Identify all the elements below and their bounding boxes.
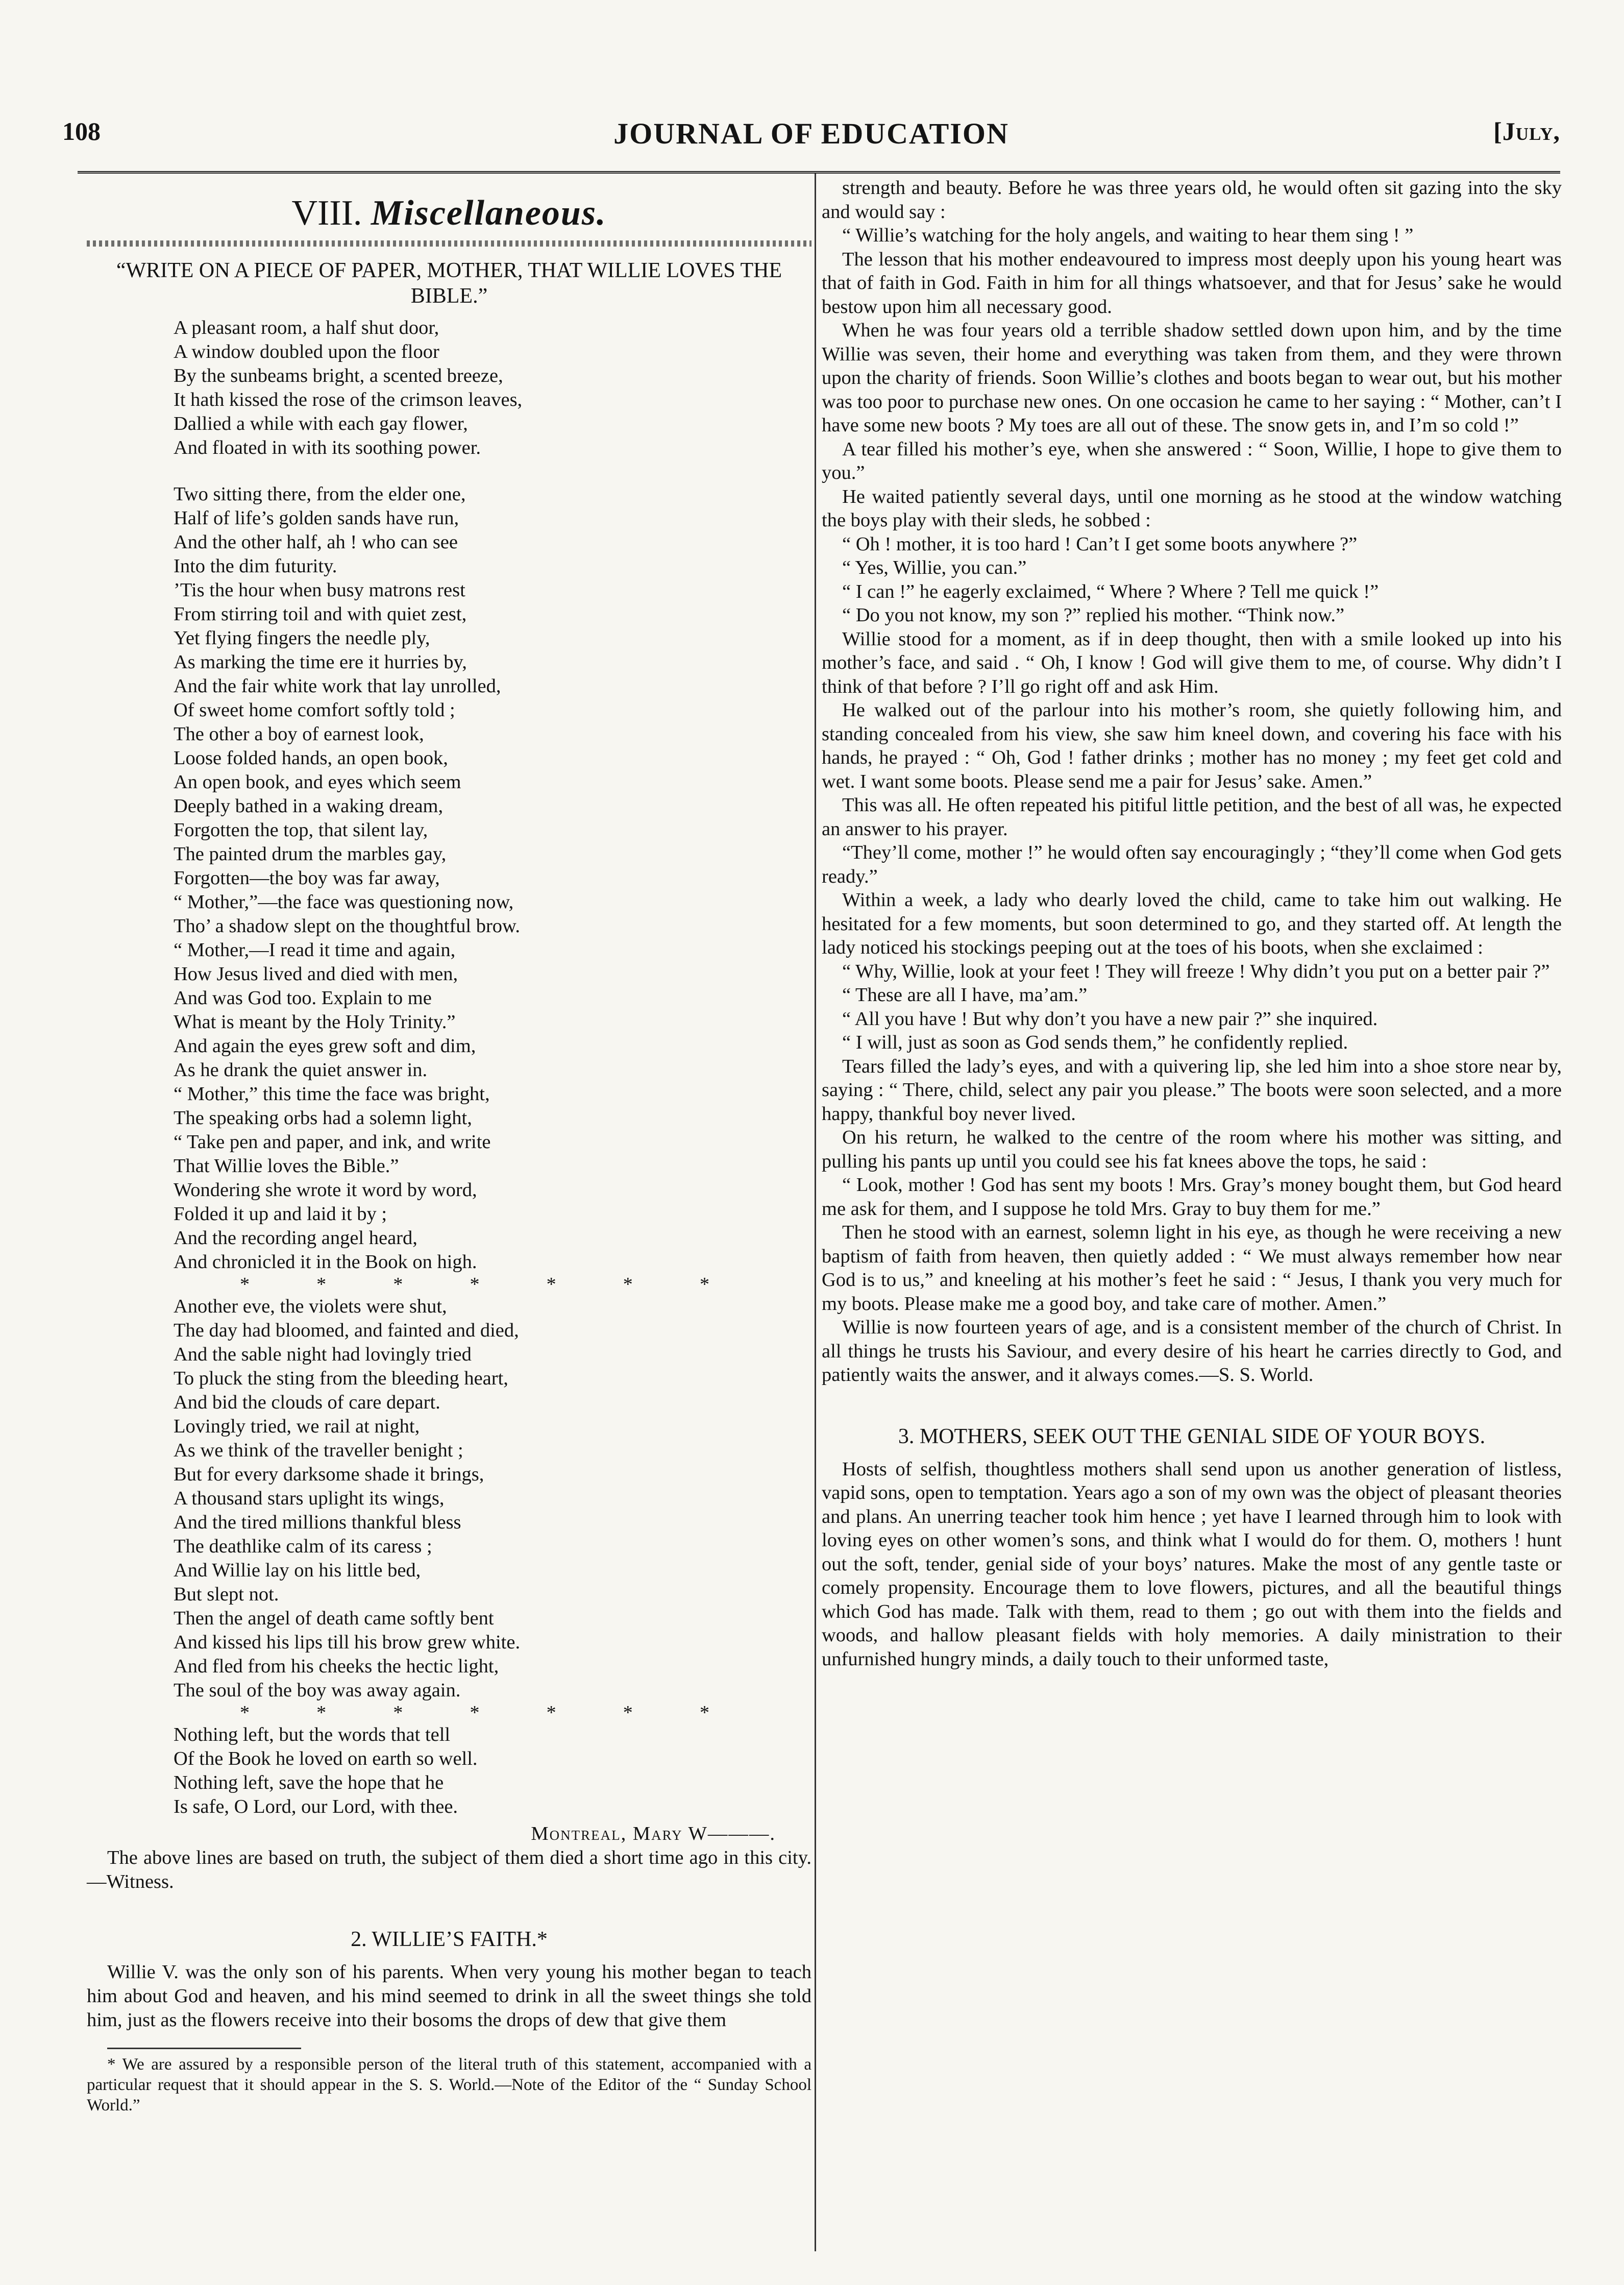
article-paragraph: Hosts of selfish, thoughtless mothers shall send upon us another generation of listless, vapid sons, open to temptation. Years ago a son of my own was the object of pleasant theories and plans. An unerring teacher took him hence ; yet have I learned through him to look with loving eyes on other women’s sons, and think what I would do for them. O, mothers ! hunt out the soft, tender, genial side of your boys’ natures. Make the most of any gentle taste or comely propensity. Encourage them to love flowers, pictures, and all the beautiful things which God has made. Talk with them, read to them ; go out with them into the fields and woods, and hallow pleasant fields with holy memories. A daily ministration to their unfurnished hungry minds, a daily touch to their unformed taste, [822, 1458, 1562, 1670]
footnote: * We are assured by a responsible person of the literal truth of this statement, accompanied with a particular request that it should appear in the S. S. World.—Note of the Editor of the “ Sunday School World.” [87, 2055, 811, 2114]
article-title-willies-faith: 2. WILLIE’S FAITH.* [351, 1928, 548, 1951]
poem-line: That Willie loves the Bible.” [174, 1155, 399, 1177]
poem-line: Loose folded hands, an open book, [174, 747, 448, 769]
article-paragraph: When he was four years old a terrible shadow settled down upon him, and by the time Willie was seven, their home and everything was taken from them, and they were thrown upon the charity of friends. Soon Willie’s clothes and boots began to wear out, but his mother was too poor to purchase new ones. On one occasion he came to her saying : “ Mother, can’t I have some new boots ? My toes are all out of these. The snow gets in, and I’m so cold !” [822, 320, 1562, 436]
poem-signature: Montreal, Mary W———. [531, 1823, 776, 1844]
star-glyph: * [470, 1274, 480, 1295]
poem-line: Wondering she wrote it word by word, [174, 1179, 477, 1201]
article-title-mothers: 3. MOTHERS, SEEK OUT THE GENIAL SIDE OF YOUR BOYS. [898, 1424, 1486, 1448]
poem-line: Another eve, the violets were shut, [174, 1296, 447, 1317]
stars-divider [240, 1274, 709, 1295]
poem-line: And the other half, ah ! who can see [174, 531, 458, 553]
poem-line: The soul of the boy was away again. [174, 1680, 461, 1701]
poem-line: But for every darksome shade it brings, [174, 1464, 484, 1485]
poem-line: Lovingly tried, we rail at night, [174, 1416, 420, 1437]
article-paragraph: Tears filled the lady’s eyes, and with a quivering lip, she led him into a shoe store near by, saying : “ There, child, select any pair you please.” The boots were soon selected, and a more happy, thankful boy never lived. [822, 1055, 1562, 1125]
star-glyph: * [699, 1274, 709, 1295]
article-paragraph: “ I can !” he eagerly exclaimed, “ Where ? Where ? Tell me quick !” [842, 580, 1379, 602]
poem-line: From stirring toil and with quiet zest, [174, 603, 467, 625]
poem-line: And the fair white work that lay unrolled, [174, 675, 501, 697]
star-glyph: * [316, 1702, 327, 1723]
poem-stanza-3 [174, 1295, 811, 1703]
article-paragraph: “ Do you not know, my son ?” replied his mother. “Think now.” [842, 604, 1345, 626]
poem-line: Folded it up and laid it by ; [174, 1203, 387, 1225]
star-glyph: * [470, 1702, 480, 1723]
poem-note: The above lines are based on truth, the subject of them died a short time ago in this city.—Witness. [87, 1847, 811, 1892]
poem-line: Two sitting there, from the elder one, [174, 483, 466, 505]
poem-line: Deeply bathed in a waking dream, [174, 795, 444, 817]
wavy-divider [87, 240, 811, 247]
poem-line: Tho’ a shadow slept on the thoughtful brow. [174, 915, 520, 937]
poem-line: The day had bloomed, and fainted and died, [174, 1320, 519, 1341]
poem-stanza-4 [174, 1723, 811, 1819]
article-paragraph: strength and beauty. Before he was three years old, he would often sit gazing into the sky and would say : [822, 177, 1562, 223]
poem-end [174, 1723, 811, 1819]
article-paragraph: The lesson that his mother endeavoured to impress most deeply upon his young heart was that of faith in God. Faith in him for all things whatsoever, and that for Jesus’ sake he would bestow upon him all necessary good. [822, 248, 1562, 318]
poem-line: The speaking orbs had a solemn light, [174, 1107, 472, 1129]
poem-line: What is meant by the Holy Trinity.” [174, 1011, 456, 1033]
article-paragraph: “ I will, just as soon as God sends them,” he confidently replied. [842, 1032, 1348, 1053]
poem-line: It hath kissed the rose of the crimson leaves, [174, 389, 523, 410]
poem-line: “ Mother,”—the face was questioning now, [174, 891, 514, 913]
article-paragraph: This was all. He often repeated his pitiful little petition, and the best of all was, he expected an answer to his prayer. [822, 794, 1562, 840]
right-column [822, 176, 1562, 1671]
poem-line: Forgotten—the boy was far away, [174, 867, 440, 889]
poem-line: And bid the clouds of care depart. [174, 1392, 440, 1413]
star-glyph: * [240, 1702, 250, 1723]
star-glyph: * [623, 1274, 633, 1295]
poem-line: And was God too. Explain to me [174, 987, 432, 1009]
star-glyph: * [316, 1274, 327, 1295]
footnote-rule [107, 2048, 301, 2049]
article-paragraph: “They’ll come, mother !” he would often say encouragingly ; “they’ll come when God gets ready.” [822, 842, 1562, 887]
article-paragraph: “ All you have ! But why don’t you have a new pair ?” she inquired. [842, 1008, 1378, 1030]
poem-line: And fled from his cheeks the hectic light, [174, 1656, 499, 1677]
article-paragraph: “ These are all I have, ma’am.” [842, 984, 1088, 1006]
star-glyph: * [699, 1702, 709, 1723]
poem-line: How Jesus lived and died with men, [174, 963, 458, 985]
poem-line: “ Mother,” this time the face was bright, [174, 1083, 490, 1105]
article-continued [822, 176, 1562, 1387]
poem-line: Of sweet home comfort softly told ; [174, 699, 455, 721]
poem-line: The painted drum the marbles gay, [174, 843, 447, 865]
poem-line: Then the angel of death came softly bent [174, 1608, 494, 1629]
poem-line: Nothing left, but the words that tell [174, 1724, 451, 1745]
poem-line: Of the Book he loved on earth so well. [174, 1748, 478, 1769]
poem-line: The deathlike calm of its caress ; [174, 1536, 432, 1557]
poem-line: Dallied a while with each gay flower, [174, 413, 468, 434]
poem-stanza-1 [174, 316, 811, 460]
poem-line: As we think of the traveller benight ; [174, 1440, 463, 1461]
poem-line: By the sunbeams bright, a scented breeze, [174, 365, 503, 386]
poem-line: Forgotten the top, that silent lay, [174, 819, 428, 841]
page-number: 108 [62, 117, 101, 145]
poem-line: To pluck the sting from the bleeding heart, [174, 1368, 508, 1389]
poem-line: As he drank the quiet answer in. [174, 1059, 428, 1081]
article-paragraph: A tear filled his mother’s eye, when she answered : “ Soon, Willie, I hope to give them to you.” [822, 438, 1562, 483]
poem-line: “ Take pen and paper, and ink, and write [174, 1131, 491, 1153]
column-divider [815, 174, 816, 2251]
star-glyph: * [546, 1702, 556, 1723]
left-column [87, 176, 811, 2116]
journal-title: JOURNAL OF EDUCATION [613, 117, 1009, 150]
poem-line: A thousand stars uplight its wings, [174, 1488, 445, 1509]
article-paragraph: On his return, he walked to the centre of the room where his mother was sitting, and pulling his pants up until you could see his fat knees above the tops, he said : [822, 1127, 1562, 1172]
poem-line: Into the dim futurity. [174, 555, 337, 577]
poem-line: But slept not. [174, 1584, 279, 1605]
star-glyph: * [546, 1274, 556, 1295]
article-paragraph: Within a week, a lady who dearly loved the child, came to take him out walking. He hesitated for a few moments, but soon determined to go, and they started off. At length the lady noticed his stockings peeping out at the toes of his boots, when she exclaimed : [822, 889, 1562, 958]
stars-divider-2 [240, 1703, 709, 1723]
poem-line: And floated in with its soothing power. [174, 437, 481, 458]
poem-line: Nothing left, save the hope that he [174, 1772, 444, 1793]
poem-line: Yet flying fingers the needle ply, [174, 627, 430, 649]
poem-line: Is safe, O Lord, our Lord, with thee. [174, 1796, 458, 1817]
star-glyph: * [240, 1274, 250, 1295]
poem-line: And kissed his lips till his brow grew white. [174, 1632, 521, 1653]
section-title: Miscellaneous. [371, 193, 607, 233]
poem-line: The other a boy of earnest look, [174, 723, 424, 745]
star-glyph: * [393, 1274, 403, 1295]
poem-line: And again the eyes grew soft and dim, [174, 1035, 476, 1057]
header-rule [78, 171, 1560, 174]
article-paragraph: Willie is now fourteen years of age, and is a consistent member of the church of Christ. In all things he trusts his Saviour, and every desire of his heart he carries directly to God, and patiently waits the answer, and it always comes.—S. S. World. [822, 1317, 1562, 1385]
article-paragraph: He walked out of the parlour into his mother’s room, she quietly following him, and standing concealed from his view, she saw him kneel down, and covering his face with his hands, he prayed : “ Oh, God ! father drinks ; mother has no money ; my feet get cold and wet. I want some boots. Please send me a pair for Jesus’ sake. Amen.” [822, 699, 1562, 792]
poem-line: And the recording angel heard, [174, 1227, 417, 1249]
poem-continued [174, 1295, 811, 1703]
poem-stanza-2 [174, 482, 811, 1274]
article-paragraph: “ Yes, Willie, you can.” [842, 557, 1027, 578]
star-glyph: * [623, 1702, 633, 1723]
poem-line: ’Tis the hour when busy matrons rest [174, 579, 465, 601]
poem-line: And Willie lay on his little bed, [174, 1560, 421, 1581]
article-paragraph: “ Why, Willie, look at your feet ! They will freeze ! Why didn’t you put on a better pair ?” [842, 960, 1550, 982]
poem-line: An open book, and eyes which seem [174, 771, 461, 793]
issue-date: [July, [1493, 117, 1560, 145]
section-number: VIII. [291, 193, 362, 233]
article-paragraph: Willie V. was the only son of his parents. When very young his mother began to teach him about God and heaven, and his mind seemed to drink in all the sweet things she told him, just as the flowers receive into their bosoms the drops of dew that give them [87, 1961, 811, 2031]
section-heading [87, 190, 811, 236]
poem-title: “WRITE ON A PIECE OF PAPER, MOTHER, THAT WILLIE LOVES THE BIBLE.” [116, 259, 782, 308]
article-paragraph: “ Willie’s watching for the holy angels, and waiting to hear them sing ! ” [842, 225, 1414, 246]
poem-line: A window doubled upon the floor [174, 341, 439, 362]
poem-line: A pleasant room, a half shut door, [174, 317, 439, 338]
article-paragraph: “ Oh ! mother, it is too hard ! Can’t I get some boots anywhere ?” [842, 533, 1358, 555]
article-paragraph: He waited patiently several days, until one morning as he stood at the window watching the boys play with their sleds, he sobbed : [822, 485, 1562, 531]
poem-line: Half of life’s golden sands have run, [174, 507, 459, 529]
poem-line: “ Mother,—I read it time and again, [174, 939, 456, 961]
poem-line: As marking the time ere it hurries by, [174, 651, 467, 673]
article-paragraph: Willie stood for a moment, as if in deep thought, then with a smile looked up into his mother’s face, and said . “ Oh, I know ! God will give them to me, of course. Why didn’t I think of that before ? I’ll go right off and ask Him. [822, 628, 1562, 697]
star-glyph: * [393, 1702, 403, 1723]
poem [174, 316, 811, 1274]
article-paragraph: “ Look, mother ! God has sent my boots ! Mrs. Gray’s money bought them, but God heard me ask for them, and I suppose he told Mrs. Gray to buy them for me.” [822, 1174, 1562, 1220]
poem-line: And chronicled it in the Book on high. [174, 1251, 477, 1273]
page-header [62, 116, 1560, 157]
poem-line: And the tired millions thankful bless [174, 1512, 461, 1533]
article-paragraph: Then he stood with an earnest, solemn light in his eye, as though he were receiving a new baptism of faith from heaven, then quietly added : “ We must always remember how near God is to us,” and kneeling at his mother’s feet he said : “ Jesus, I thank you very much for my boots. Please make me a good boy, and take care of mother. Amen.” [822, 1222, 1562, 1315]
poem-line: And the sable night had lovingly tried [174, 1344, 472, 1365]
